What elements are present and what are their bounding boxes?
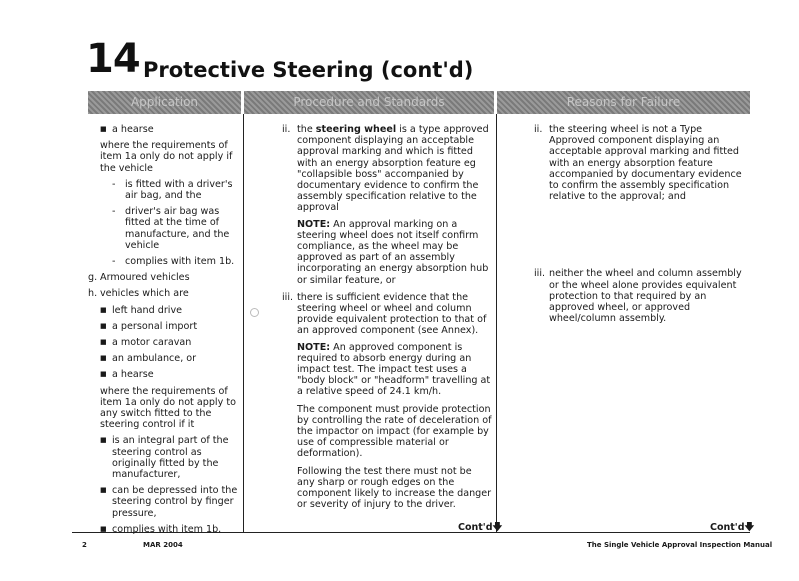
page-number: 2 (82, 541, 87, 549)
procedure-item-ii: ii. the steering wheel is a type approved component displaying an acceptable approval marking and which is fitted with an energy absorption feature eg "collapsible boss" accompanied by documentary evidence to confirm the assembly specification relative to the approval (282, 124, 489, 214)
procedure-column (282, 124, 492, 517)
bullet-icon: ■ (100, 305, 107, 314)
bullet-icon: ■ (100, 321, 107, 330)
bullet-icon: ■ (100, 436, 107, 445)
list-item: ■ a personal import (100, 320, 198, 332)
bullet-icon: ■ (100, 338, 107, 347)
bullet-icon: ■ (100, 125, 107, 133)
list-item: ■ complies with item 1b. (100, 523, 222, 535)
list-item: g. Armoured vehicles (88, 272, 190, 284)
reason-item-ii: ii. the steering wheel is not a Type Approved component displaying an acceptable approval marking and fitted with an energy absorption feature accompanied by documentary evidence to confirm the assembly specification relative to the approval; and (534, 124, 742, 203)
requirement-text: where the requirements of item 1a only do not apply to any switch fitted to the steering control if it (100, 385, 236, 431)
reasons-column (534, 124, 749, 329)
column-divider-2 (496, 114, 497, 532)
manual-title: The Single Vehicle Approval Inspection Manual (587, 541, 773, 549)
dash-icon: - (112, 178, 116, 190)
list-item: - is fitted with a driver's air bag, and the (112, 178, 233, 202)
bullet-icon: ■ (100, 354, 107, 363)
arrow-down-icon: 🡇 (492, 522, 503, 533)
procedure-item-iii: iii. there is sufficient evidence that the steering wheel or wheel and column provide equivalent protection to that of an approved component (see Annex). (282, 291, 487, 337)
list-item: ■ can be depressed into the steering control by finger pressure, (100, 485, 238, 519)
list-item: ■ an ambulance, or (100, 353, 197, 365)
bullet-icon: ■ (100, 370, 107, 379)
dash-icon: - (112, 206, 116, 218)
list-item: ■ a motor caravan (100, 337, 192, 349)
paragraph: Following the test there must not be any sharp or rough edges on the component likely to increase the danger or severity of injury to the driver. (297, 465, 492, 511)
punch-mark (250, 308, 259, 317)
column-header-application: Application (88, 91, 241, 114)
requirement-text: where the requirements of item 1a only do not apply if the vehicle (100, 140, 233, 174)
section-number: 14 (86, 36, 140, 82)
dash-icon: - (112, 256, 116, 268)
column-divider-1 (243, 114, 244, 532)
column-header-procedure: Procedure and Standards (244, 91, 494, 114)
list-item: h. vehicles which are (88, 288, 189, 300)
bullet-icon: ■ (100, 524, 107, 533)
list-item: - driver's air bag was fitted at the time of manufacture, and the vehicle (112, 206, 230, 251)
column-header-reasons: Reasons for Failure (497, 91, 750, 114)
list-item: ■ left hand drive (100, 304, 183, 316)
page-title: Protective Steering (cont'd) (143, 58, 474, 82)
list-item: ■ a hearse (100, 369, 154, 381)
arrow-down-icon: 🡇 (744, 522, 755, 533)
bullet-icon: ■ (100, 486, 107, 495)
list-item: ■ is an integral part of the steering control as originally fitted by the manufacturer, (100, 435, 229, 481)
note: NOTE: An approval marking on a steering wheel does not itself confirm compliance, as the wheel may be approved as part of an assembly incorporating an energy absorption hub or similar feature, or (297, 218, 489, 286)
note: NOTE: An approved component is required to absorb energy during an impact test. The impact test uses a "body block" or "headform" travelling at a relative speed of 24.1 km/h. (297, 341, 491, 398)
paragraph: The component must provide protection by controlling the rate of deceleration of the impactor on impact (for example by use of compressible material or deformation). (297, 403, 492, 460)
application-column (88, 124, 240, 540)
list-item: ■ a hearse (100, 124, 154, 135)
continued-label: Cont'd🡇 (710, 522, 755, 533)
list-item: - complies with item 1b. (112, 256, 235, 268)
issue-date: MAR 2004 (143, 541, 183, 549)
continued-label: Cont'd🡇 (458, 522, 503, 533)
reason-item-iii: iii. neither the wheel and column assembly or the wheel alone provides equivalent protection to that required by an approved wheel, or approved wheel/column assembly. (534, 268, 742, 325)
